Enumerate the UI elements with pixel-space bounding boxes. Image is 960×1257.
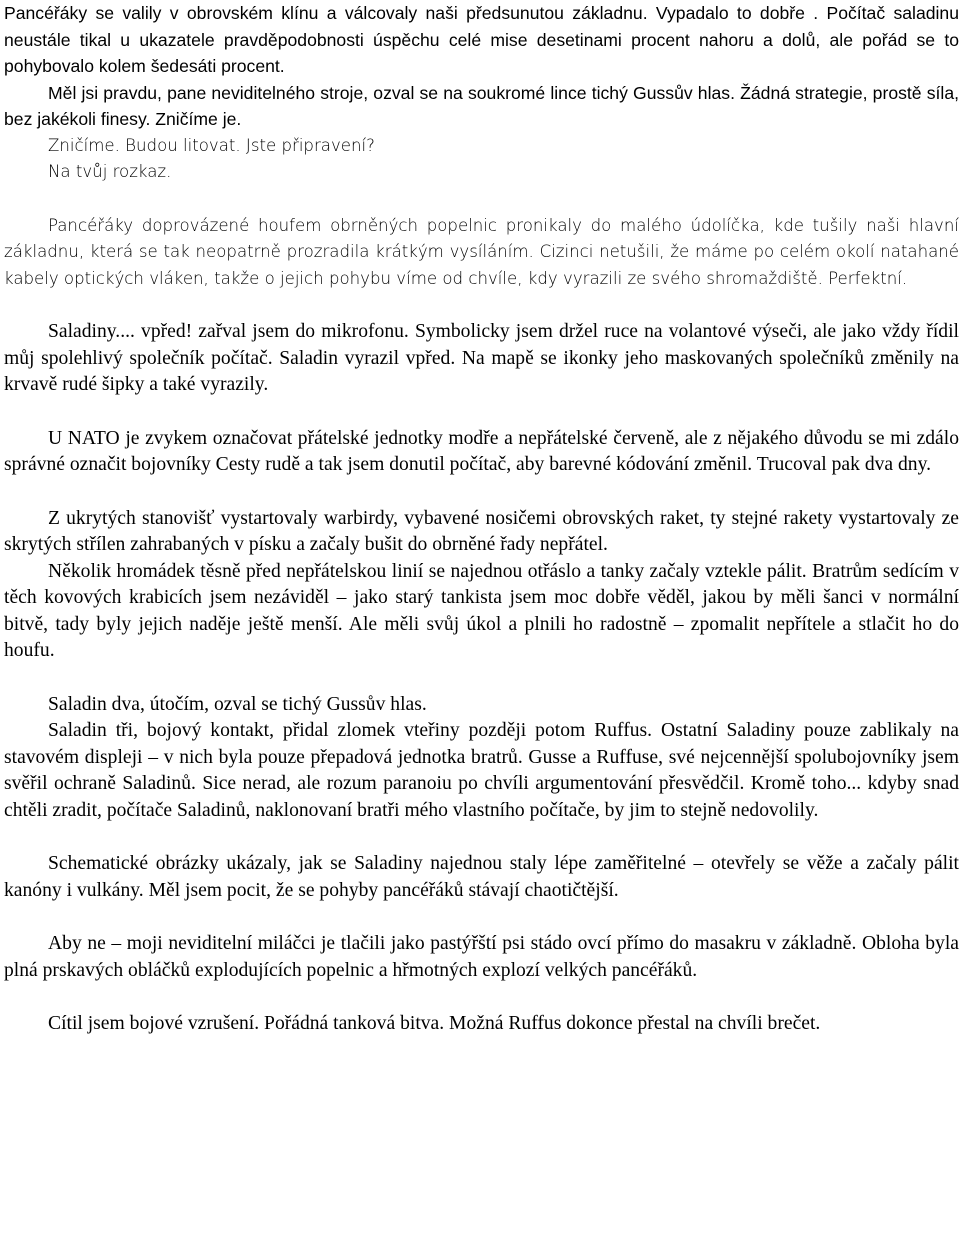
document-page [4,0,959,1038]
paragraph-spacer [4,292,959,319]
paragraph: Z ukrytých stanovišť vystartovaly warbirdy, vybavené nosičemi obrovských raket, ty stejné rakety vystartovaly ze skrytých střílen zahrabaných v písku a začaly bušit do obrněné řady nepřátel. [4,507,959,555]
paragraph: Saladiny.... vpřed! zařval jsem do mikrofonu. Symbolicky jsem držel ruce na volantové výseči, ale jako vždy řídil můj spolehlivý společník počítač. Saladin vyrazil vpřed. Na mapě se ikonky jeho maskovaných společníků změnily na krvavě rudé šipky a také vyrazily. [4,321,959,395]
paragraph: Schematické obrázky ukázaly, jak se Saladiny najednou staly lépe zaměřitelné – otevřely se věže a začaly pálit kanóny i vulkány. Měl jsem pocit, že se pohyby pancéřáků stávají chaotičtější. [4,853,959,901]
paragraph-spacer [4,665,959,692]
paragraph: Pancéřáky se valily v obrovském klínu a válcovaly naši předsunutou základnu. Vypadalo to dobře . Počítač saladinu neustále tikal u ukazatele pravděpodobnosti úspěchu celé mise desetinami procent nahoru a dolů, ale pořád se to pohybovalo kolem šedesáti procent. [4,3,959,76]
paragraph: Aby ne – moji neviditelní miláčci je tlačili jako pastýřští psi stádo ovcí přímo do masakru v základně. Obloha byla plná prskavých obláčků explodujících popelnic a hřmotných explozí velkých pancéřáků. [4,933,959,981]
paragraph: Měl jsi pravdu, pane neviditelného stroje, ozval se na soukromé lince tichý Gussův hlas. Žádná strategie, prostě síla, bez jakékoli finesy. Zničíme je. [4,82,959,129]
paragraph-spacer [4,824,959,851]
paragraph-spacer [4,399,959,426]
paragraph: Několik hromádek těsně před nepřátelskou linií se najednou otřáslo a tanky začaly vztekle pálit. Bratrům sedícím v těch kovových krabicích jsem nezáviděl – jako starý tankista jsem moc dobře věděl, jakou by měli šanci v normální bitvě, tady byly jejich naděje ještě menší. Ale měli svůj úkol a plnili ho radostně – zpomalit nepřítele a stlačit ho do houfu. [4,560,959,661]
paragraph: Saladin dva, útočím, ozval se tichý Gussův hlas. [48,693,427,715]
paragraph-spacer [4,186,959,213]
paragraph: Pancéřáky doprovázené houfem obrněných popelnic pronikaly do malého údolíčka, kde tušily naši hlavní základnu, která se tak neopatrně prozradila krátkým vysíláním. Cizinci netušili, že máme po celém okolí natahané kabely optických vláken, takže o jejich pohybu víme od chvíle, kdy vyrazili ze svého shromaždiště. Perfektní. [4,215,959,288]
paragraph-spacer [4,479,959,506]
paragraph: U NATO je zvykem označovat přátelské jednotky modře a nepřátelské červeně, ale z nějakého důvodu se mi zdálo správné označit bojovníky Cesty rudě a tak jsem donutil počítač, aby barevné kódování změnil. Trucoval pak dva dny. [4,427,959,475]
paragraph-spacer [4,984,959,1011]
paragraph: Zničíme. Budou litovat. Jste připravení? [48,135,375,155]
paragraph: Saladin tři, bojový kontakt, přidal zlomek vteřiny později potom Ruffus. Ostatní Saladiny pouze zablikaly na stavovém displeji – v nich byla pouze přepadová jednotka bratrů. Gusse a Ruffuse, své nejcennější spolubojovníky jsem svěřil ochraně Saladinů. Sice nerad, ale rozum paranoiu po chvíli argumentování přesvědčil. Kromě toho... kdyby snad chtěli zradit, počítače Saladinů, naklonovaní bratři mého vlastního počítače, by jim to stejně nedovolily. [4,720,959,821]
paragraph: Na tvůj rozkaz. [48,162,172,181]
paragraph: Cítil jsem bojové vzrušení. Pořádná tanková bitva. Možná Ruffus dokonce přestal na chvíli brečet. [48,1013,821,1034]
paragraph-spacer [4,904,959,931]
